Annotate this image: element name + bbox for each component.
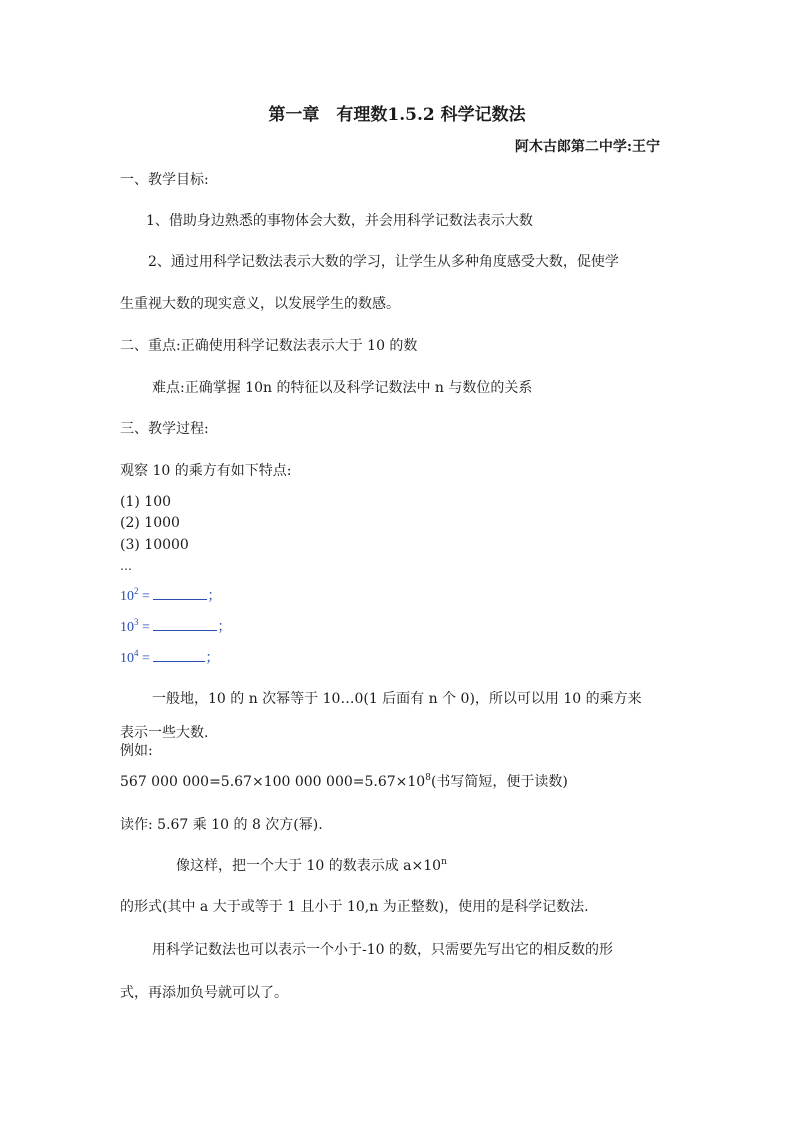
list-item-1: (1) 100 [120,494,172,510]
answer-blank[interactable] [153,660,205,662]
key-point-line: 二、重点:正确使用科学记数法表示大于 10 的数 [120,338,418,354]
power-blank-2: $10^3$ = ； [120,617,232,635]
like-this-line: 像这样，把一个大于 10 的数表示成 $a\times 10^n$ [176,857,447,874]
form-line: 的形式(其中 a 大于或等于 1 且小于 10,n 为正整数)，使用的是科学记数法. [120,899,589,915]
answer-blank[interactable] [153,598,207,600]
author-line: 阿木古郎第二中学:王宁 [514,139,660,155]
list-item-3: (3) 10000 [120,537,189,553]
difficulty-line: 难点:正确掌握 10n 的特征以及科学记数法中 n 与数位的关系 [152,380,533,396]
general-line-1: 一般地，10 的 n 次幂等于 10…0(1 后面有 n 个 0)，所以可以用 10 的乘方来 [152,691,642,707]
example-label: 例如: [120,743,153,759]
section-heading-objectives: 一、教学目标: [120,172,209,188]
power-blank-3: $10^4$ = ； [120,648,220,666]
observe-line: 观察 10 的乘方有如下特点: [120,463,292,479]
read-as-line: 读作: 5.67 乘 10 的 8 次方(幂). [120,817,323,833]
list-ellipsis: … [120,559,132,573]
negative-line-2: 式，再添加负号就可以了。 [120,985,288,1001]
general-line-2: 表示一些大数. [120,725,209,741]
section-heading-process: 三、教学过程: [120,421,209,437]
document-title: 第一章 有理数1.5.2 科学记数法 [268,105,526,125]
objective-item-2-line-2: 生重视大数的现实意义，以发展学生的数感。 [120,296,400,312]
objective-item-2-line-1: 2、通过用科学记数法表示大数的学习，让学生从多种角度感受大数，促使学 [148,254,619,270]
power-blank-1: $10^2$ = ； [120,586,222,604]
example-expression: 567 000 000=5.67×100 000 $000=5.67\times 10^8$(书写简短，便于读数) [120,773,568,790]
negative-line-1: 用科学记数法也可以表示一个小于-10 的数，只需要先写出它的相反数的形 [152,942,613,958]
answer-blank[interactable] [153,629,217,631]
list-item-2: (2) 1000 [120,515,180,531]
objective-item-1: 1、借助身边熟悉的事物体会大数，并会用科学记数法表示大数 [146,213,533,229]
